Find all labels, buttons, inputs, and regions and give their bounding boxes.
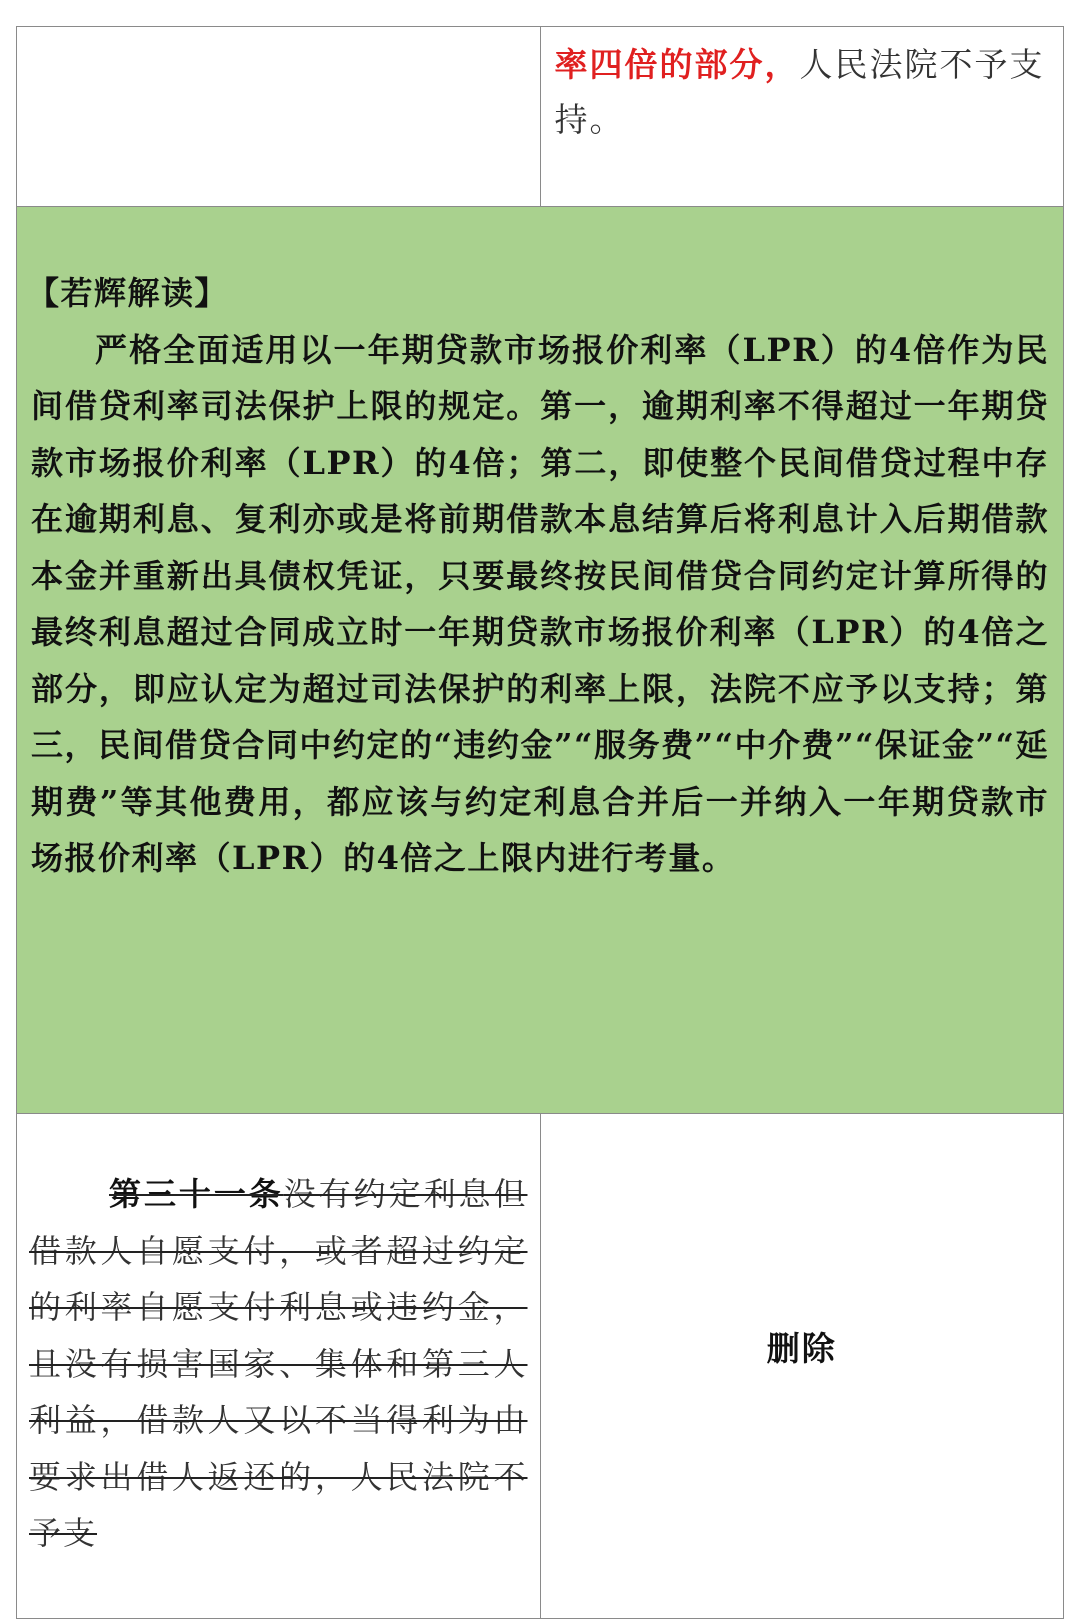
- table-row: [17, 1114, 1064, 1619]
- delete-label: 删除: [766, 1328, 837, 1368]
- deleted-article-cell: [17, 1114, 541, 1619]
- deleted-article-text: [29, 1166, 528, 1562]
- interpretation-body: 严格全面适用以一年期贷款市场报价利率（LPR）的4倍作为民间借贷利率司法保护上限的规定。第一，逾期利率不得超过一年期贷款市场报价利率（LPR）的4倍；第二，即使整个民间借贷过程中存在逾期利息、复利亦或是将前期借款本息结算后将利息计入后期借款本金并重新出具债权凭证，只要最终按民间借贷合同约定计算所得的最终利息超过合同成立时一年期贷款市场报价利率（LPR）的4倍之部分，即应认定为超过司法保护的利率上限，法院不应予以支持；第三，民间借贷合同中约定的“违约金”“服务费”“中介费”“保证金”“延期费”等其他费用，都应该与约定利息合并后一并纳入一年期贷款市场报价利率（LPR）的4倍之上限内进行考量。: [31, 330, 1049, 877]
- article-number: 第三十一条: [109, 1175, 284, 1213]
- table-row: [17, 27, 1064, 207]
- comparison-table: [16, 26, 1064, 1619]
- interpretation-title: 【若辉解读】: [27, 274, 229, 312]
- table-row: [17, 207, 1064, 1114]
- top-right-cell: [540, 27, 1064, 207]
- document-page: [16, 26, 1064, 1552]
- interpretation-cell: [17, 207, 1064, 1114]
- plain-text: 人民法院不予支持。: [554, 45, 1045, 139]
- article-body: 没有约定利息但借款人自愿支付，或者超过约定的利率自愿支付利息或违约金，且没有损害国家、集体和第三人利益，借款人又以不当得利为由要求出借人返还的，人民法院不予支: [29, 1175, 528, 1552]
- delete-label-cell: [540, 1114, 1064, 1619]
- highlighted-text: 率四倍的部分，: [554, 45, 800, 84]
- top-right-text: [555, 37, 1054, 147]
- top-left-cell: [17, 27, 541, 207]
